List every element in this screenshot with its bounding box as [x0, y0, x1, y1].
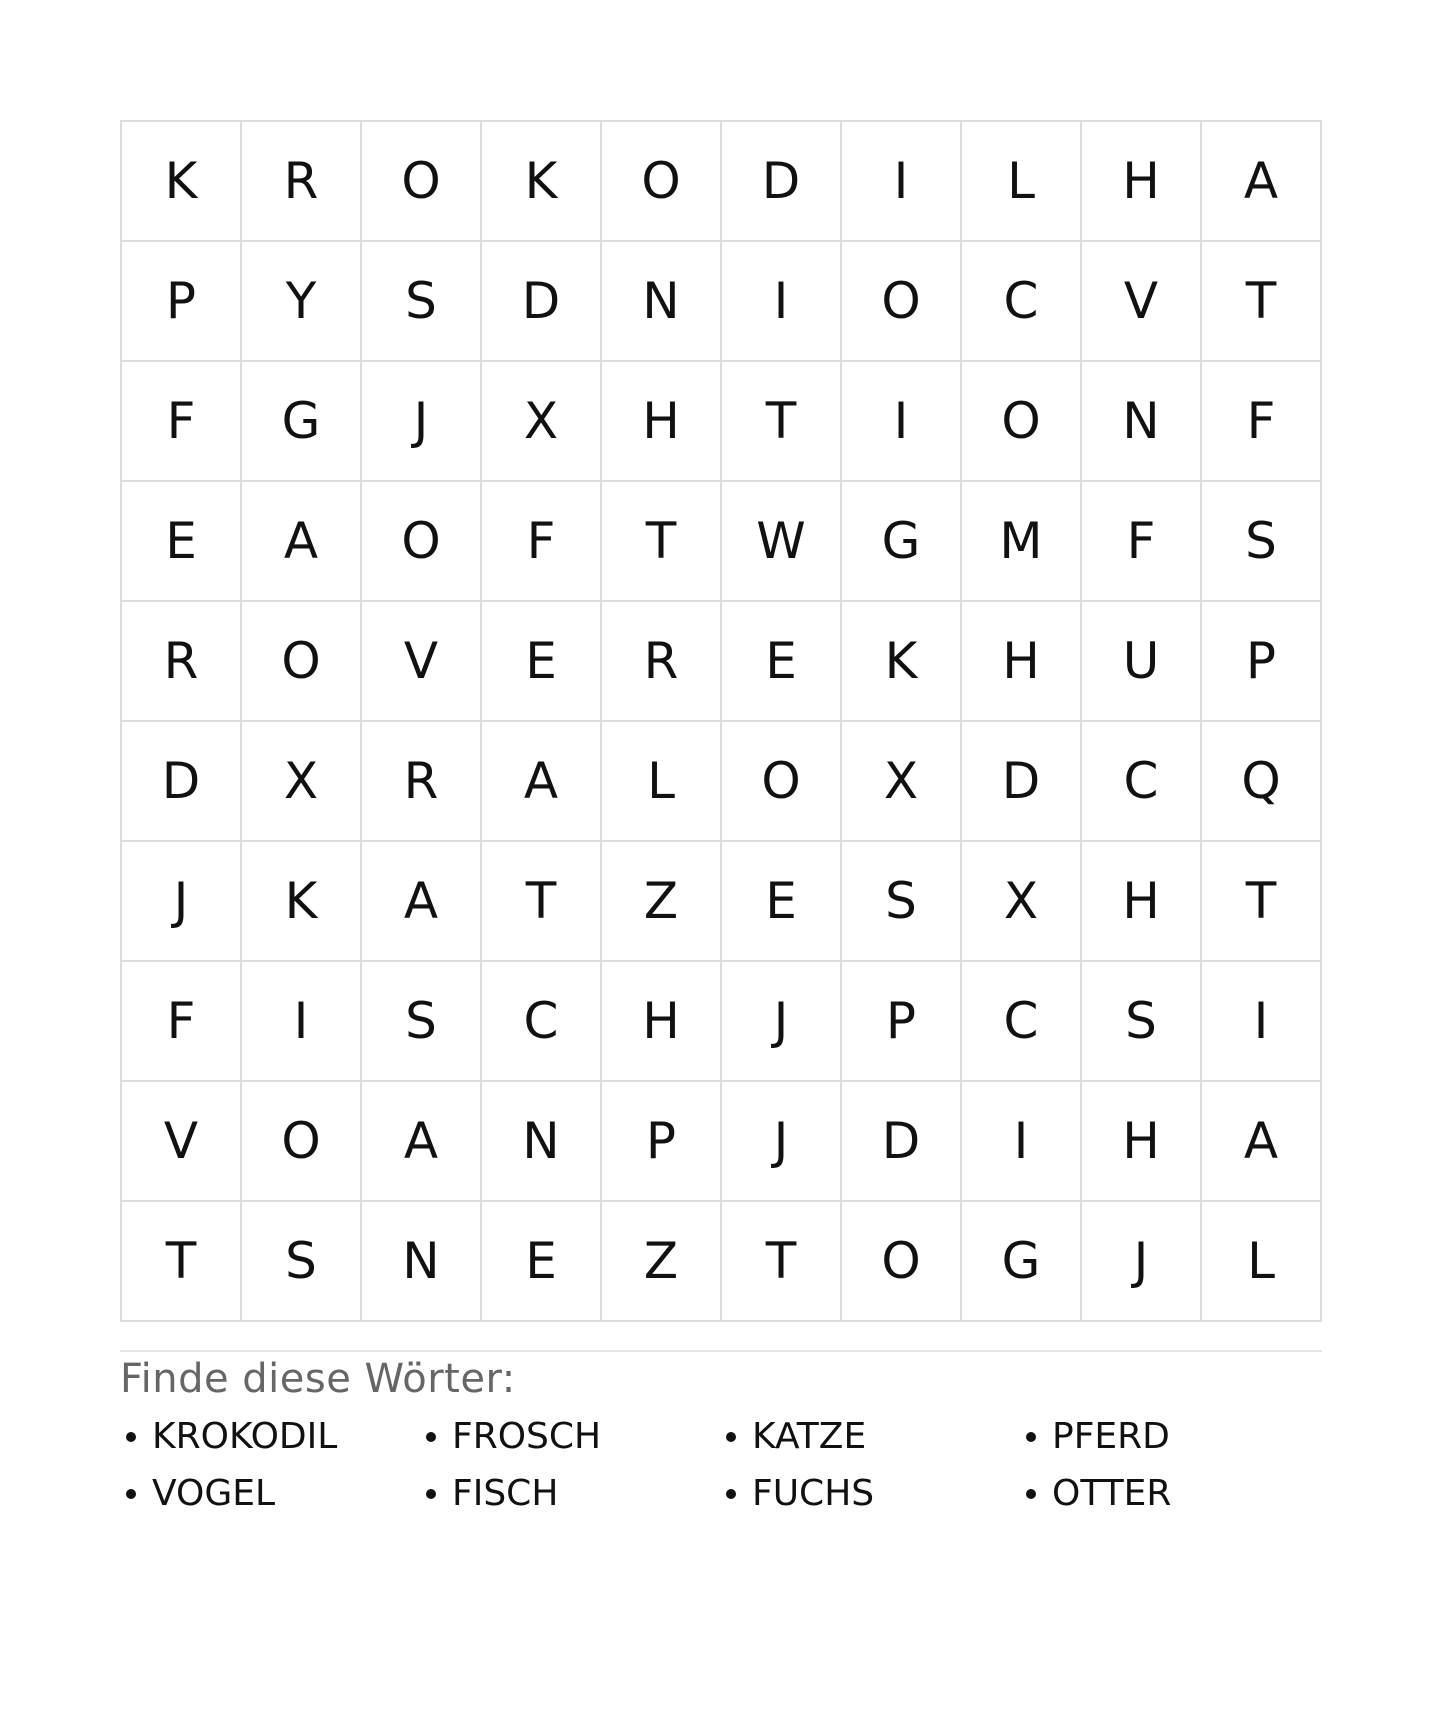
bullet-icon — [726, 1489, 736, 1499]
grid-cell[interactable]: D — [122, 722, 242, 842]
grid-cell[interactable]: O — [362, 122, 482, 242]
grid-cell[interactable]: J — [722, 1082, 842, 1202]
grid-cell[interactable]: A — [362, 1082, 482, 1202]
word-label: FUCHS — [752, 1473, 875, 1514]
grid-cell[interactable]: I — [1202, 962, 1322, 1082]
grid-cell[interactable]: C — [962, 242, 1082, 362]
bullet-icon — [126, 1489, 136, 1499]
grid-cell[interactable]: F — [1082, 482, 1202, 602]
grid-cell[interactable]: T — [482, 842, 602, 962]
grid-cell[interactable]: K — [122, 122, 242, 242]
grid-cell[interactable]: T — [1202, 242, 1322, 362]
grid-cell[interactable]: R — [602, 602, 722, 722]
grid-cell[interactable]: X — [842, 722, 962, 842]
grid-cell[interactable]: K — [842, 602, 962, 722]
grid-cell[interactable]: E — [722, 602, 842, 722]
word-label: VOGEL — [152, 1473, 276, 1514]
grid-cell[interactable]: Z — [602, 1202, 722, 1322]
grid-cell[interactable]: N — [1082, 362, 1202, 482]
bullet-icon — [126, 1432, 136, 1442]
word-label: KROKODIL — [152, 1416, 338, 1457]
grid-cell[interactable]: I — [722, 242, 842, 362]
grid-cell[interactable]: O — [842, 1202, 962, 1322]
grid-cell[interactable]: S — [1202, 482, 1322, 602]
grid-cell[interactable]: S — [1082, 962, 1202, 1082]
bullet-icon — [1026, 1489, 1036, 1499]
grid-cell[interactable]: G — [242, 362, 362, 482]
grid-cell[interactable]: O — [602, 122, 722, 242]
grid-cell[interactable]: V — [122, 1082, 242, 1202]
grid-cell[interactable]: S — [842, 842, 962, 962]
grid-cell[interactable]: H — [602, 362, 722, 482]
grid-cell[interactable]: T — [602, 482, 722, 602]
grid-cell[interactable]: I — [842, 122, 962, 242]
grid-cell[interactable]: U — [1082, 602, 1202, 722]
grid-cell[interactable]: X — [962, 842, 1082, 962]
grid-cell[interactable]: T — [722, 362, 842, 482]
grid-cell[interactable]: K — [482, 122, 602, 242]
grid-cell[interactable]: Y — [242, 242, 362, 362]
grid-cell[interactable]: E — [482, 1202, 602, 1322]
grid-cell[interactable]: A — [242, 482, 362, 602]
word-list-item — [720, 1416, 1020, 1457]
grid-cell[interactable]: E — [482, 602, 602, 722]
grid-cell[interactable]: A — [1202, 1082, 1322, 1202]
grid-cell[interactable]: R — [242, 122, 362, 242]
grid-cell[interactable]: J — [362, 362, 482, 482]
letter-grid — [120, 120, 1322, 1322]
grid-cell[interactable]: F — [1202, 362, 1322, 482]
grid-cell[interactable]: X — [242, 722, 362, 842]
grid-cell[interactable]: R — [362, 722, 482, 842]
word-label: OTTER — [1052, 1473, 1172, 1514]
bullet-icon — [426, 1489, 436, 1499]
grid-cell[interactable]: A — [1202, 122, 1322, 242]
grid-cell[interactable]: O — [722, 722, 842, 842]
grid-cell[interactable]: C — [1082, 722, 1202, 842]
grid-cell[interactable]: Q — [1202, 722, 1322, 842]
grid-cell[interactable]: J — [1082, 1202, 1202, 1322]
grid-cell[interactable]: E — [722, 842, 842, 962]
word-list-item — [120, 1473, 420, 1514]
grid-cell[interactable]: H — [1082, 842, 1202, 962]
grid-cell[interactable]: J — [722, 962, 842, 1082]
word-list-item — [120, 1416, 420, 1457]
grid-cell[interactable]: A — [482, 722, 602, 842]
bullet-icon — [1026, 1432, 1036, 1442]
grid-cell[interactable]: D — [962, 722, 1082, 842]
grid-cell[interactable]: L — [602, 722, 722, 842]
grid-cell[interactable]: D — [722, 122, 842, 242]
grid-cell[interactable]: I — [842, 362, 962, 482]
word-label: FISCH — [452, 1473, 559, 1514]
grid-cell[interactable]: M — [962, 482, 1082, 602]
bullet-icon — [726, 1432, 736, 1442]
grid-cell[interactable]: N — [602, 242, 722, 362]
grid-cell[interactable]: Z — [602, 842, 722, 962]
grid-cell[interactable]: E — [122, 482, 242, 602]
grid-cell[interactable]: S — [242, 1202, 362, 1322]
grid-cell[interactable]: F — [482, 482, 602, 602]
grid-cell[interactable]: T — [722, 1202, 842, 1322]
grid-cell[interactable]: J — [122, 842, 242, 962]
grid-cell[interactable]: P — [842, 962, 962, 1082]
word-list-item — [1020, 1416, 1320, 1457]
grid-cell[interactable]: H — [602, 962, 722, 1082]
grid-cell[interactable]: O — [242, 602, 362, 722]
grid-cell[interactable]: V — [362, 602, 482, 722]
grid-cell[interactable]: V — [1082, 242, 1202, 362]
word-list-title: Finde diese Wörter: — [120, 1356, 516, 1402]
grid-cell[interactable]: I — [962, 1082, 1082, 1202]
grid-cell[interactable]: A — [362, 842, 482, 962]
grid-cell[interactable]: P — [1202, 602, 1322, 722]
grid-cell[interactable]: N — [482, 1082, 602, 1202]
divider — [120, 1350, 1322, 1352]
grid-cell[interactable]: O — [242, 1082, 362, 1202]
grid-cell[interactable]: H — [1082, 1082, 1202, 1202]
grid-cell[interactable]: W — [722, 482, 842, 602]
word-list-item — [1020, 1473, 1320, 1514]
word-list-item — [420, 1473, 720, 1514]
grid-cell[interactable]: H — [962, 602, 1082, 722]
grid-cell[interactable]: O — [362, 482, 482, 602]
grid-cell[interactable]: L — [962, 122, 1082, 242]
grid-cell[interactable]: P — [602, 1082, 722, 1202]
grid-cell[interactable]: F — [122, 962, 242, 1082]
grid-cell[interactable]: G — [962, 1202, 1082, 1322]
word-label: KATZE — [752, 1416, 867, 1457]
word-list-item — [720, 1473, 1020, 1514]
grid-cell[interactable]: D — [482, 242, 602, 362]
bullet-icon — [426, 1432, 436, 1442]
grid-cell[interactable]: C — [962, 962, 1082, 1082]
grid-cell[interactable]: X — [482, 362, 602, 482]
grid-cell[interactable]: H — [1082, 122, 1202, 242]
grid-cell[interactable]: R — [122, 602, 242, 722]
word-search-puzzle — [120, 120, 1320, 1514]
grid-cell[interactable]: L — [1202, 1202, 1322, 1322]
grid-cell[interactable]: K — [242, 842, 362, 962]
grid-cell[interactable]: G — [842, 482, 962, 602]
grid-cell[interactable]: T — [122, 1202, 242, 1322]
grid-cell[interactable]: S — [362, 962, 482, 1082]
grid-cell[interactable]: T — [1202, 842, 1322, 962]
word-list-item — [420, 1416, 720, 1457]
grid-cell[interactable]: P — [122, 242, 242, 362]
grid-cell[interactable]: F — [122, 362, 242, 482]
grid-cell[interactable]: N — [362, 1202, 482, 1322]
grid-cell[interactable]: D — [842, 1082, 962, 1202]
word-list — [120, 1416, 1320, 1514]
grid-cell[interactable]: O — [842, 242, 962, 362]
word-label: PFERD — [1052, 1416, 1170, 1457]
word-label: FROSCH — [452, 1416, 602, 1457]
grid-cell[interactable]: I — [242, 962, 362, 1082]
grid-cell[interactable]: C — [482, 962, 602, 1082]
grid-cell[interactable]: O — [962, 362, 1082, 482]
grid-cell[interactable]: S — [362, 242, 482, 362]
